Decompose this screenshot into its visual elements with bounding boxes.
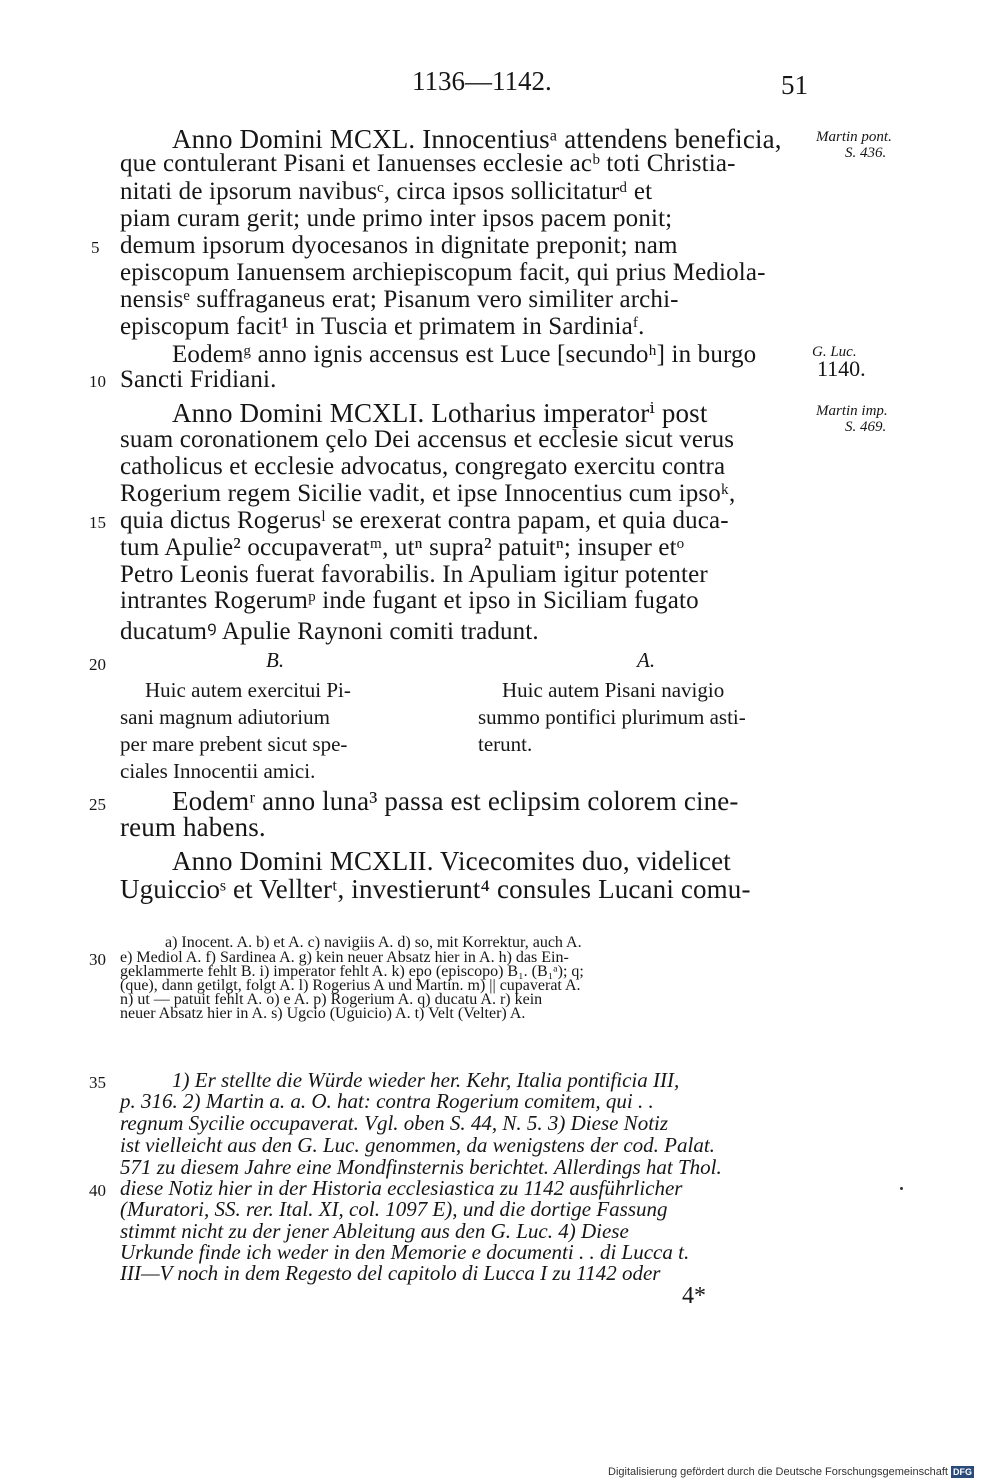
note-line-number-40: 40 xyxy=(89,1181,106,1200)
margin-note-2b: 1140. xyxy=(817,356,866,381)
column-a-heading: A. xyxy=(637,648,656,672)
text-line-1: Anno Domini MCXL. Innocentiusᵃ attendens beneficia, xyxy=(172,124,782,154)
text-line-6: episcopum Ianuensem archiepiscopum facit, qui prius Mediola- xyxy=(120,259,766,286)
text-line-5: demum ipsorum dyocesanos in dignitate preponit; nam xyxy=(120,232,678,259)
note-line-9: Urkunde finde ich weder in den Memorie e documenti . . di Lucca t. xyxy=(120,1240,690,1264)
text-line-7: nensisᵉ suffraganeus erat; Pisanum vero similiter archi- xyxy=(120,286,679,313)
digitization-credit-text: Digitalisierung gefördert durch die Deutsche Forschungsgemeinschaft xyxy=(608,1466,948,1478)
text-line-10: Sancti Fridiani. xyxy=(120,366,277,393)
text-line-3: nitati de ipsorum navibusᶜ, circa ipsos sollicitaturᵈ et xyxy=(120,178,653,205)
note-line-7: (Muratori, SS. rer. Ital. XI, col. 1097 E), und die dortige Fassung xyxy=(120,1197,668,1221)
line-number-25: 25 xyxy=(89,795,106,814)
text-line-11: Anno Domini MCXLI. Lotharius imperatorⁱ post xyxy=(172,398,708,428)
text-line-25: Eodemʳ anno luna³ passa est eclipsim colorem cine- xyxy=(172,786,739,816)
margin-note-2a: G. Luc. xyxy=(812,344,857,360)
footnote-line-6: neuer Absatz hier in A. s) Ugcio (Uguicio) A. t) Velt (Velter) A. xyxy=(120,1005,526,1022)
margin-note-1a: Martin pont. xyxy=(816,129,892,145)
speck-dot xyxy=(900,1187,903,1190)
column-b-line-3: per mare prebent sicut spe- xyxy=(120,732,348,756)
footnote-line-4: (que), dann getilgt, folgt A. l) Rogerius A und Martin. m) || cupaverat A. xyxy=(120,977,581,994)
line-number-15: 15 xyxy=(89,513,106,532)
page-number: 51 xyxy=(781,70,808,100)
text-line-13: catholicus et ecclesie advocatus, congregato exercitu contra xyxy=(120,453,726,480)
note-line-4: ist vielleicht aus den G. Luc. genommen, da wenigstens der cod. Palat. xyxy=(120,1133,715,1157)
line-number-10: 10 xyxy=(89,372,106,391)
text-line-14: Rogerium regem Sicilie vadit, et ipse Innocentius cum ipsoᵏ, xyxy=(120,480,736,507)
margin-note-3b: S. 469. xyxy=(845,419,887,435)
signature-mark: 4* xyxy=(682,1283,706,1309)
text-line-28: Uguiccioˢ et Vellterᵗ, investierunt⁴ consules Lucani comu- xyxy=(120,874,751,904)
column-a-line-1: Huic autem Pisani navigio xyxy=(502,678,725,702)
footnote-line-3: geklammerte fehlt B. i) imperator fehlt A. k) epo (episcopo) B₁. (B₁ᵃ); q; xyxy=(120,963,584,980)
line-number-20: 20 xyxy=(89,655,106,674)
text-line-12: suam coronationem çelo Dei accensus et ecclesie sicut verus xyxy=(120,426,735,453)
text-line-16: tum Apulie² occupaveratᵐ, utⁿ supra² patuitⁿ; insuper etᵒ xyxy=(120,534,685,561)
text-line-9: Eodemᵍ anno ignis accensus est Luce [secundoʰ] in burgo xyxy=(172,341,757,368)
margin-note-1b: S. 436. xyxy=(845,145,887,161)
margin-note-3a: Martin imp. xyxy=(816,403,888,419)
text-line-17: Petro Leonis fuerat favorabilis. In Apuliam igitur potenter xyxy=(120,561,708,588)
running-title: 1136—1142. xyxy=(412,66,552,96)
text-line-26: reum habens. xyxy=(120,812,266,842)
note-line-6: diese Notiz hier in der Historia ecclesiastica zu 1142 ausführlicher xyxy=(120,1176,683,1200)
note-line-3: regnum Sycilie occupaverat. Vgl. oben S. 44, N. 5. 3) Diese Notiz xyxy=(120,1111,669,1135)
dfg-logo: DFG xyxy=(953,1467,973,1477)
note-line-number-35: 35 xyxy=(89,1073,106,1092)
text-line-4: piam curam gerit; unde primo inter ipsos pacem ponit; xyxy=(120,205,673,232)
line-number-5: 5 xyxy=(91,238,100,257)
footnote-line-number-30: 30 xyxy=(89,950,106,969)
footnote-line-1: a) Inocent. A. b) et A. c) navigiis A. d) so, mit Korrektur, auch A. xyxy=(165,934,582,951)
footnote-line-5: n) ut — patuit fehlt A. o) e A. p) Rogerium A. q) ducatu A. r) kein xyxy=(120,991,543,1008)
note-line-1: 1) Er stellte die Würde wieder her. Kehr, Italia pontificia III, xyxy=(172,1068,680,1092)
column-b-line-2: sani magnum adiutorium xyxy=(120,705,330,729)
note-line-8: stimmt nicht zu der jener Ableitung aus den G. Luc. 4) Diese xyxy=(120,1219,629,1243)
column-b-line-4: ciales Innocentii amici. xyxy=(120,759,316,783)
footnote-line-2: e) Mediol A. f) Sardinea A. g) kein neuer Absatz hier in A. h) das Ein- xyxy=(120,949,569,966)
column-a-line-3: terunt. xyxy=(478,732,533,756)
text-line-19: ducatumꝰ Apulie Raynoni comiti tradunt. xyxy=(120,618,539,645)
digitization-credit xyxy=(608,1466,974,1478)
column-a-line-2: summo pontifici plurimum asti- xyxy=(478,705,746,729)
text-line-2: que contulerant Pisani et Ianuenses ecclesie acᵇ toti Christia- xyxy=(120,150,736,177)
note-line-5: 571 zu diesem Jahre eine Mondfinsternis berichtet. Allerdings hat Thol. xyxy=(120,1155,722,1179)
text-line-27: Anno Domini MCXLII. Vicecomites duo, videlicet xyxy=(172,846,731,876)
column-b-heading: B. xyxy=(266,648,285,672)
text-line-18: intrantes Rogerumᵖ inde fugant et ipso in Siciliam fugato xyxy=(120,587,699,614)
text-line-8: episcopum facit¹ in Tuscia et primatem in Sardiniaᶠ. xyxy=(120,313,645,340)
column-b-line-1: Huic autem exercitui Pi- xyxy=(145,678,351,702)
text-line-15: quia dictus Rogerusˡ se erexerat contra papam, et quia duca- xyxy=(120,507,729,534)
note-line-10: III—V noch in dem Regesto del capitolo di Lucca I zu 1142 oder xyxy=(120,1261,661,1285)
note-line-2: p. 316. 2) Martin a. a. O. hat: contra Rogerium comitem, qui . . xyxy=(120,1089,654,1113)
